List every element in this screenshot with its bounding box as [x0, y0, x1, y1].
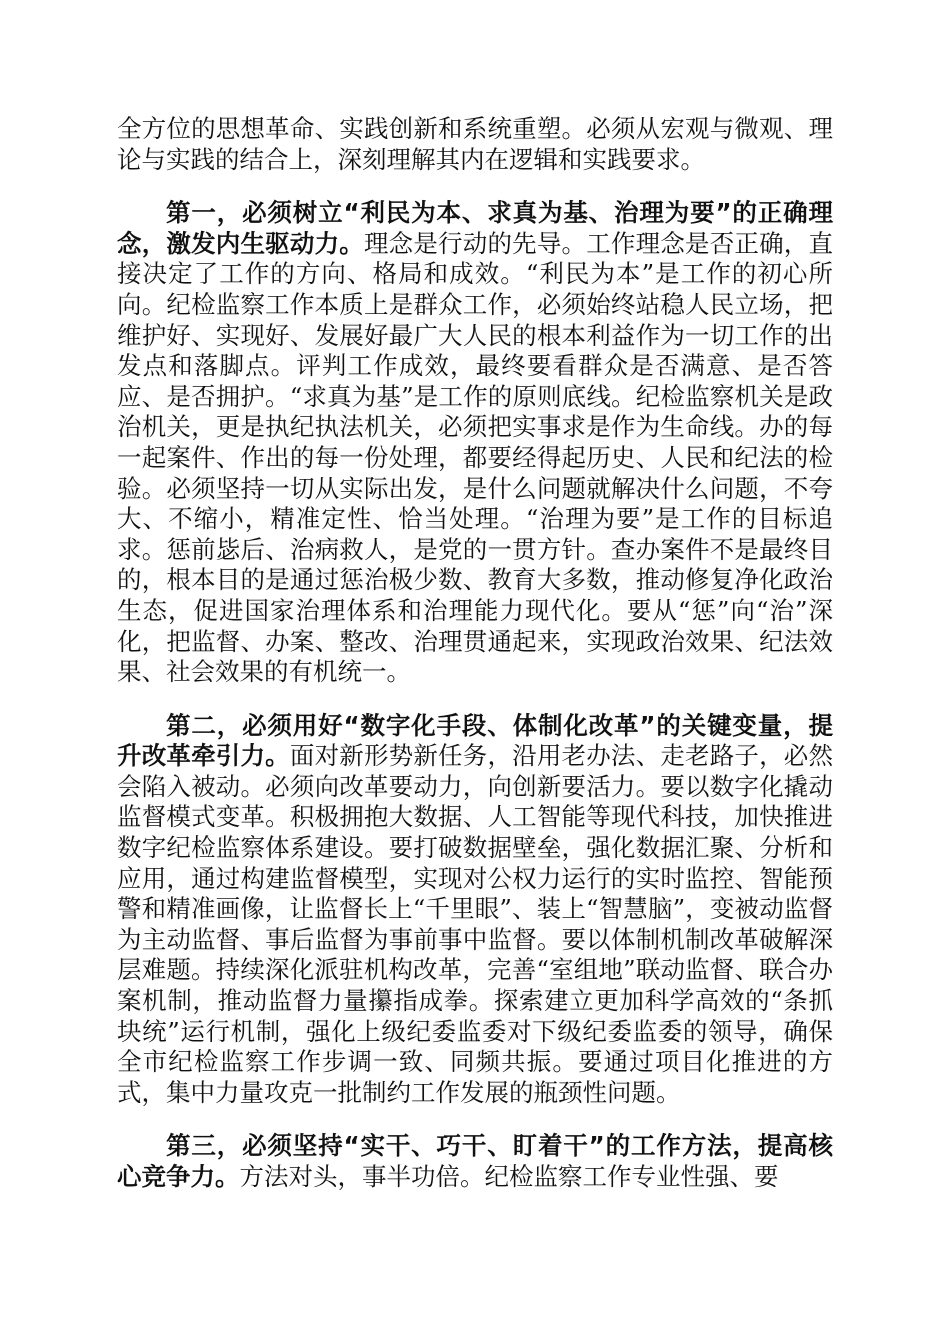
section-3-heading: 第三，必须坚持“实干、巧干、盯着干”的工作方法，提高核心竞争力。 [117, 1131, 833, 1191]
section-3-body: 方法对头，事半功倍。纪检监察工作专业性强、要 [239, 1162, 779, 1191]
section-1-heading: 第一，必须树立“利民为本、求真为基、治理为要”的正确理念，激发内生驱动力。 [117, 198, 833, 258]
section-2-paragraph [117, 711, 833, 1109]
section-2-body: 面对新形势新任务，沿用老办法、走老路子，必然会陷入被动。必须向改革要动力，向创新要活力。要以数字化撬动监督模式变革。积极拥抱大数据、人工智能等现代科技，加快推进数字纪检监察体系建设。要打破数据壁垒，强化数据汇聚、分析和应用，通过构建监督模型，实现对公权力运行的实时监控、智能预警和精准画像，让监督长上“千里眼”、装上“智慧脑”，变被动监督为主动监督、事后监督为事前事中监督。要以体制机制改革破解深层难题。持续深化派驻机构改革，完善“室组地”联动监督、联合办案机制，推动监督力量攥指成拳。探索建立更加科学高效的“条抓块统”运行机制，强化上级纪委监委对下级纪委监委的领导，确保全市纪检监察工作步调一致、同频共振。要通过项目化推进的方式，集中力量攻克一批制约工作发展的瓶颈性问题。 [117, 741, 833, 1107]
section-2-heading: 第二，必须用好“数字化手段、体制化改革”的关键变量，提升改革牵引力。 [117, 710, 833, 771]
intro-paragraph: 全方位的思想革命、实践创新和系统重塑。必须从宏观与微观、理论与实践的结合上，深刻理解其内在逻辑和实践要求。 [117, 114, 833, 174]
section-3-paragraph [117, 1131, 833, 1192]
document-page [117, 114, 833, 1193]
section-1-body: 理念是行动的先导。工作理念是否正确，直接决定了工作的方向、格局和成效。“利民为本”是工作的初心所向。纪检监察工作本质上是群众工作，必须始终站稳人民立场，把维护好、实现好、发展好最广大人民的根本利益作为一切工作的出发点和落脚点。评判工作成效，最终要看群众是否满意、是否答应、是否拥护。“求真为基”是工作的原则底线。纪检监察机关是政治机关，更是执纪执法机关，必须把实事求是作为生命线。办的每一起案件、作出的每一份处理，都要经得起历史、人民和纪法的检验。必须坚持一切从实际出发，是什么问题就解决什么问题，不夸大、不缩小，精准定性、恰当处理。“治理为要”是工作的目标追求。惩前毖后、治病救人，是党的一贯方针。查办案件不是最终目的，根本目的是通过惩治极少数、教育大多数，推动修复净化政治生态，促进国家治理体系和治理能力现代化。要从“惩”向“治”深化，把监督、办案、整改、治理贯通起来，实现政治效果、纪法效果、社会效果的有机统一。 [117, 228, 834, 687]
section-1-paragraph [117, 198, 833, 688]
